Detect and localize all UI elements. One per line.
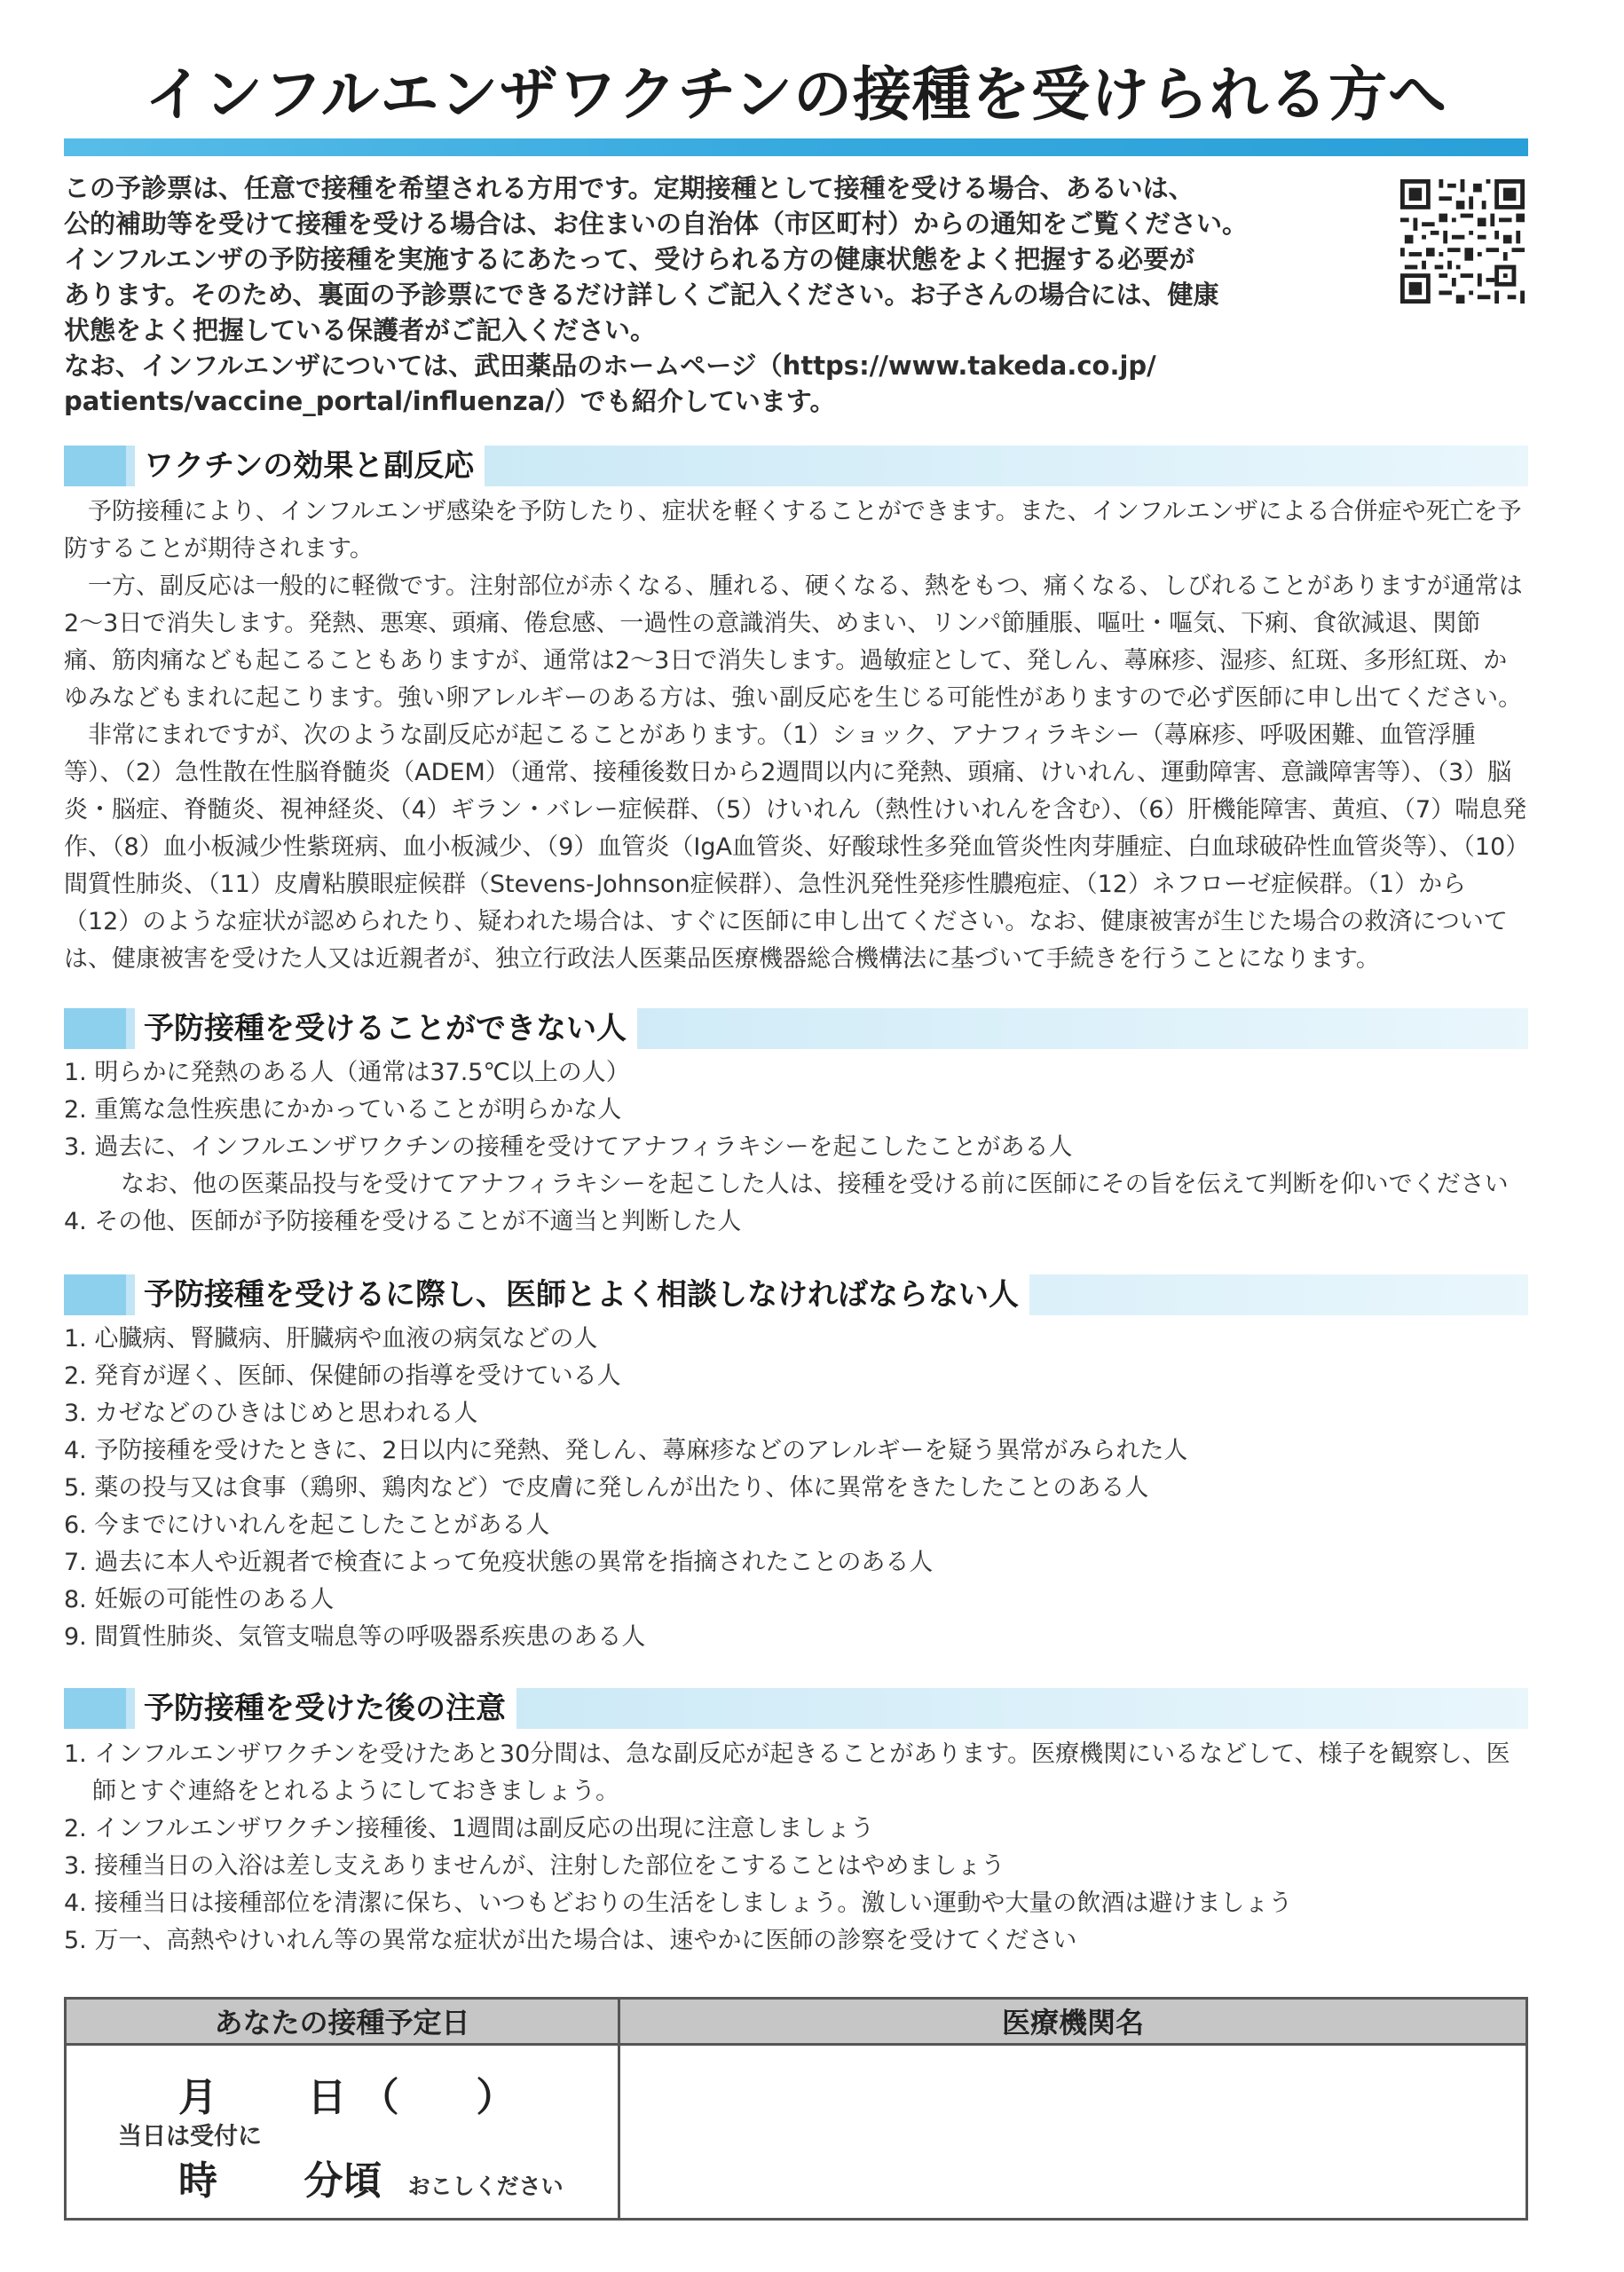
section-title: 予防接種を受けるに際し、医師とよく相談しなければならない人 [135,1274,1029,1315]
qr-code-icon[interactable] [1400,176,1525,307]
hour-label: 時 [178,2158,217,2204]
section-heading-consult [64,1274,1528,1315]
list-item: 8. 妊娠の可能性のある人 [64,1586,335,1613]
title-underline-bar [64,138,1528,156]
list-item-text: 3. 過去に、インフルエンザワクチンの接種を受けてアナフィラキシーを起こしたことがある人 [64,1133,1073,1161]
section-tab-marker [64,446,126,486]
weekday-open: （ [359,2075,399,2120]
appointment-date-fields[interactable] [120,2065,515,2122]
page-title: インフルエンザワクチンの接種を受けられる方へ [144,60,1448,129]
section-tab-marker [64,1008,126,1049]
list-item: 9. 間質性肺炎、気管支喘息等の呼吸器系疾患のある人 [64,1623,646,1651]
section-tab-marker [64,1274,126,1315]
list-item-note: なお、他の医薬品投与を受けてアナフィラキシーを起こした人は、接種を受ける前に医師にその旨を伝えて判断を仰いでください [121,1171,1509,1198]
intro-line: patients/vaccine_portal/influenza/）でも紹介しています。 [64,386,836,416]
clinic-name-cell[interactable] [620,2000,1525,2218]
list-item: 2. インフルエンザワクチン接種後、1週間は副反応の出現に注意しましょう [64,1815,875,1842]
list-item: 5. 万一、高熱やけいれん等の異常な症状が出た場合は、速やかに医師の診察を受けてください [64,1927,1077,1954]
intro-line: 公的補助等を受けて接種を受ける場合は、お住まいの自治体（市区町村）からの通知をご覧ください。 [64,209,1249,239]
section-heading-after [64,1688,1528,1729]
after-list [64,1736,1528,1960]
intro-line: インフルエンザの予防接種を実施するにあたって、受けられる方の健康状態をよく把握する必要が [64,244,1195,274]
clinic-name-header: 医療機関名 [620,2000,1525,2046]
section-tab-marker [64,1688,126,1729]
list-item: 5. 薬の投与又は食事（鶏卵、鶏肉など）で皮膚に発しんが出たり、体に異常をきたしたことのある人 [64,1474,1149,1502]
intro-line: 状態をよく把握している保護者がご記入ください。 [64,315,657,345]
appointment-time-fields[interactable] [120,2149,564,2205]
list-item: 1. 心臓病、腎臓病、肝臓病や血液の病気などの人 [64,1325,598,1353]
day-label: 日 [307,2075,347,2120]
please-come-label: おこしください [407,2173,564,2199]
list-item: 2. 発育が遅く、医師、保健師の指導を受けている人 [64,1362,621,1390]
section-heading-cannot [64,1008,1528,1049]
list-item: 3. 接種当日の入浴は差し支えありませんが、注射した部位をこすることはやめましょう [64,1852,1005,1880]
section-title: 予防接種を受けることができない人 [135,1008,637,1049]
appointment-date-header: あなたの接種予定日 [67,2000,618,2046]
section-title: ワクチンの効果と副反応 [135,446,485,486]
effects-body [64,493,1528,978]
section-title: 予防接種を受けた後の注意 [135,1688,516,1729]
list-item: 3. カゼなどのひきはじめと思われる人 [64,1400,478,1427]
appointment-date-cell [67,2000,620,2218]
intro-line: なお、インフルエンザについては、武田薬品のホームページ（https://www.takeda.co.jp/ [64,351,1156,381]
list-item: 1. インフルエンザワクチンを受けたあと30分間は、急な副反応が起きることがあります。医療機関にいるなどして、様子を観察し、医師とすぐ連絡をとれるようにしておきましょう。 [64,1740,1510,1805]
intro-line: この予診票は、任意で接種を希望される方用です。定期接種として接種を受ける場合、あるいは、 [64,173,1194,203]
appointment-table [64,1997,1528,2221]
consult-list [64,1321,1528,1656]
list-item: 1. 明らかに発熱のある人（通常は37.5℃以上の人） [64,1059,630,1086]
list-item: 4. その他、医師が予防接種を受けることが不適当と判断した人 [64,1208,742,1235]
section-heading-effects [64,446,1528,486]
list-item: 2. 重篤な急性疾患にかかっていることが明らかな人 [64,1096,622,1124]
intro-text [64,170,1395,419]
effects-paragraph: 非常にまれですが、次のような副反応が起こることがあります。（1）ショック、アナフィラキシー（蕁麻疹、呼吸困難、血管浮腫等）、（2）急性散在性脳脊髄炎（ADEM）（通常、接種後数日から2週間以内に発熱、頭痛、けいれん、運動障害、意識障害等）、（3）脳炎・脳症、脊髄炎、視神経炎、（4）ギラン・バレー症候群、（5）けいれん（熱性けいれんを含む）、（6）肝機能障害、黄疸、（7）喘息発作、（8）血小板減少性紫斑病、血小板減少、（9）血管炎（IgA血管炎、好酸球性多発血管炎性肉芽腫症、白血球破砕性血管炎等）、（10）間質性肺炎、（11）皮膚粘膜眼症候群（Stevens-Johnson症候群）、急性汎発性発疹性膿疱症、（12）ネフローゼ症候群。（1）から（12）のような症状が認められたり、疑われた場合は、すぐに医師に申し出てください。なお、健康被害が生じた場合の救済については、健康被害を受けた人又は近親者が、独立行政法人医薬品医療機器総合機構法に基づいて手続きを行うことになります。 [64,722,1527,973]
minute-label: 分頃 [304,2158,382,2204]
reception-label: 当日は受付に [118,2123,262,2150]
month-label: 月 [178,2075,217,2120]
cannot-list [64,1054,1528,1241]
list-item: 6. 今までにけいれんを起こしたことがある人 [64,1511,550,1539]
list-item [64,1129,1528,1203]
list-item: 4. 接種当日は接種部位を清潔に保ち、いつもどおりの生活をしましょう。激しい運動や大量の飲酒は避けましょう [64,1889,1293,1917]
list-item: 4. 予防接種を受けたときに、2日以内に発熱、発しん、蕁麻疹などのアレルギーを疑う異常がみられた人 [64,1437,1188,1464]
weekday-close: ） [476,2075,516,2120]
effects-paragraph: 予防接種により、インフルエンザ感染を予防したり、症状を軽くすることができます。また、インフルエンザによる合併症や死亡を予防することが期待されます。 [64,498,1522,563]
list-item: 7. 過去に本人や近親者で検査によって免疫状態の異常を指摘されたことのある人 [64,1549,934,1576]
effects-paragraph: 一方、副反応は一般的に軽微です。注射部位が赤くなる、腫れる、硬くなる、熱をもつ、痛くなる、しびれることがありますが通常は2〜3日で消失します。発熱、悪寒、頭痛、倦怠感、一過性の意識消失、めまい、リンパ節腫脹、嘔吐・嘔気、下痢、食欲減退、関節痛、筋肉痛なども起こることもありますが、通常は2〜3日で消失します。過敏症として、発しん、蕁麻疹、湿疹、紅斑、多形紅斑、かゆみなどもまれに起こります。強い卵アレルギーのある方は、強い副反応を生じる可能性がありますので必ず医師に申し出てください。 [64,572,1523,712]
intro-line: あります。そのため、裏面の予診票にできるだけ詳しくご記入ください。お子さんの場合には、健康 [64,280,1219,310]
